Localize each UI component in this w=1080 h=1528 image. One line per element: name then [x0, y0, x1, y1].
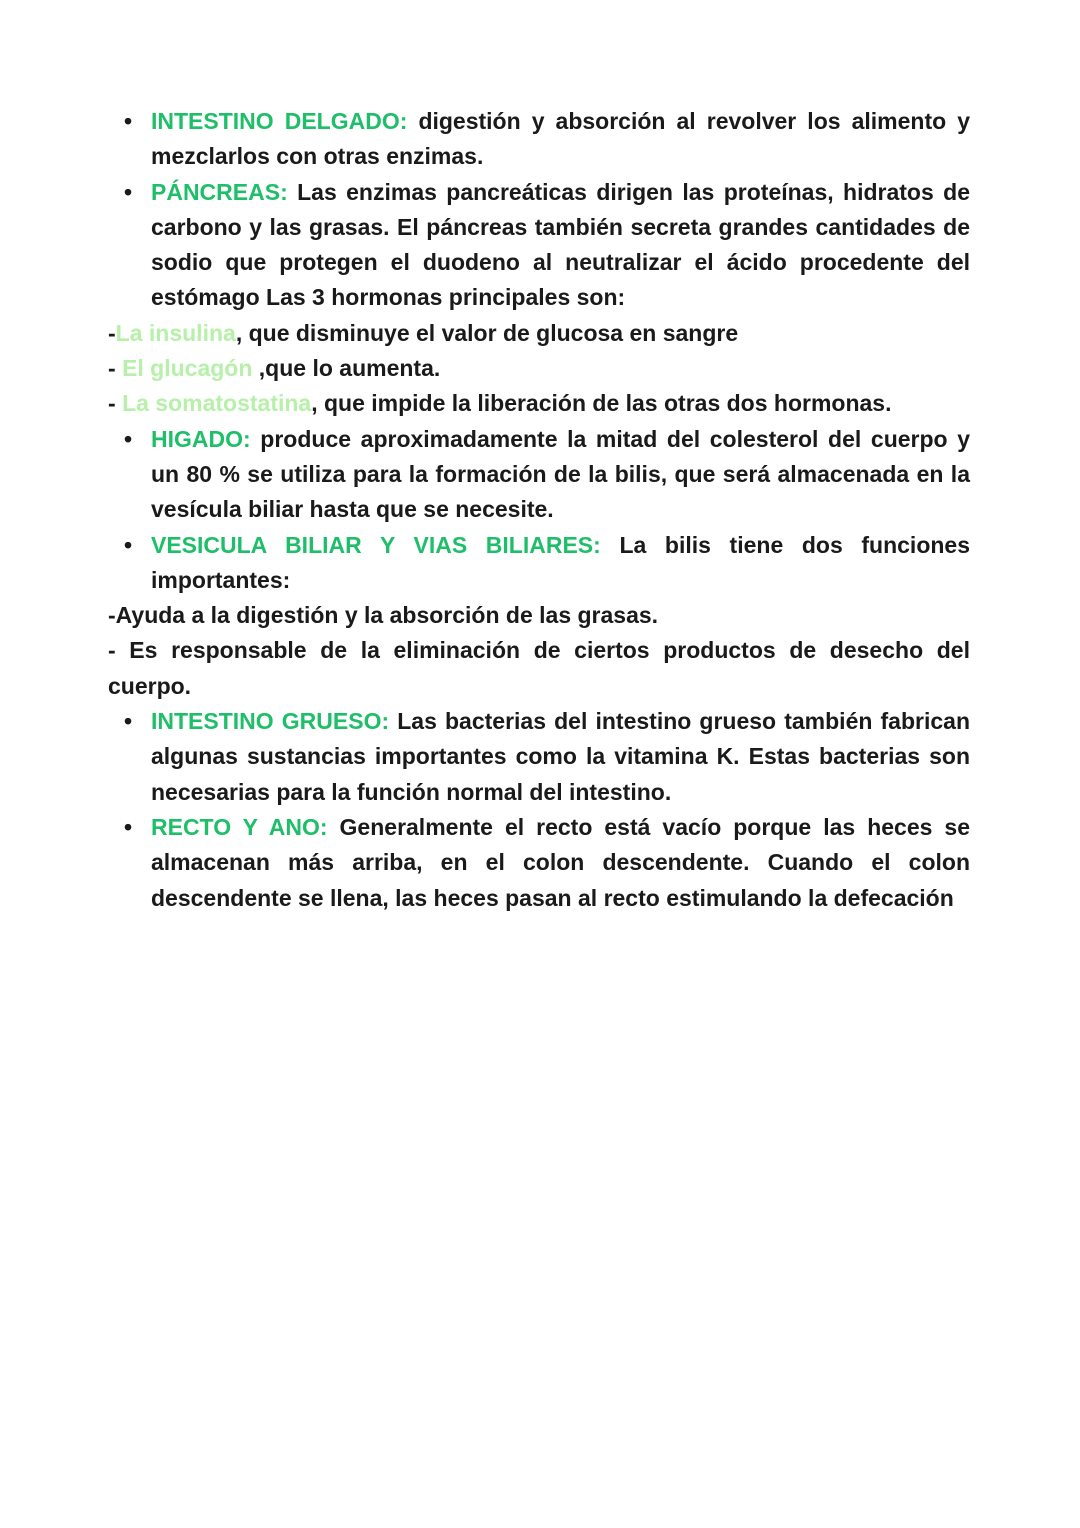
hormone-line-glucagon — [108, 351, 970, 386]
heading-vesicula: VESICULA BILIAR Y VIAS BILIARES: — [151, 531, 601, 558]
text-pancreas: Las enzimas pancreáticas dirigen las proteínas, hidratos de carbono y las grasas. El páncreas también secreta grandes cantidades de sodio que protegen el duodeno al neutralizar el ácido procedente del estómago Las 3 hormonas principales son: — [151, 178, 970, 311]
hormone-prefix: - — [108, 319, 116, 346]
bullet-pancreas — [108, 175, 970, 316]
bilis-function-1: -Ayuda a la digestión y la absorción de las grasas. — [108, 602, 659, 629]
hormone-text-glucagon: ,que lo aumenta. — [252, 355, 441, 382]
text-intestino-delgado: digestión y absorción al revolver los alimento y mezclarlos con otras enzimas. — [151, 108, 970, 170]
heading-higado: HIGADO: — [151, 425, 251, 452]
text-intestino-grueso: Las bacterias del intestino grueso también fabrican algunas sustancias importantes como la vitamina K. Estas bacterias son necesarias para la función normal del intestino. — [151, 708, 970, 805]
heading-pancreas: PÁNCREAS: — [151, 178, 288, 205]
bullet-higado — [108, 422, 970, 528]
hormone-text-somatostatina: , que impide la liberación de las otras dos hormonas. — [311, 390, 892, 417]
bullet-intestino-grueso — [108, 704, 970, 810]
hormone-text-insulina: , que disminuye el valor de glucosa en sangre — [235, 319, 739, 346]
hormone-line-somatostatina — [108, 386, 970, 421]
hormone-line-insulina — [108, 316, 970, 351]
hormone-name-somatostatina: La somatostatina — [122, 390, 312, 417]
bullet-vesicula — [108, 528, 970, 599]
text-vesicula: La bilis tiene dos funciones importantes: — [151, 531, 970, 593]
text-higado: produce aproximadamente la mitad del colesterol del cuerpo y un 80 % se utiliza para la formación de la bilis, que será almacenada en la vesícula biliar hasta que se necesite. — [151, 425, 970, 523]
hormone-name-insulina: La insulina — [115, 319, 236, 346]
hormone-prefix: - — [108, 355, 123, 382]
heading-intestino-grueso: INTESTINO GRUESO: — [151, 708, 390, 735]
bilis-function-2: - Es responsable de la eliminación de ciertos productos de desecho del cuerpo. — [108, 637, 970, 699]
document-page — [108, 104, 970, 916]
hormone-name-glucagon: El glucagón — [122, 355, 253, 382]
bullet-intestino-delgado — [108, 104, 970, 175]
heading-intestino-delgado: INTESTINO DELGADO: — [151, 108, 408, 134]
bullet-recto-ano — [108, 810, 970, 916]
text-recto-ano: Generalmente el recto está vacío porque las heces se almacenan más arriba, en el colon descendente. Cuando el colon descendente se llena, las heces pasan al recto estimulando la defecación — [151, 813, 970, 911]
hormone-prefix: - — [108, 390, 123, 417]
heading-recto-ano: RECTO Y ANO: — [151, 813, 328, 840]
